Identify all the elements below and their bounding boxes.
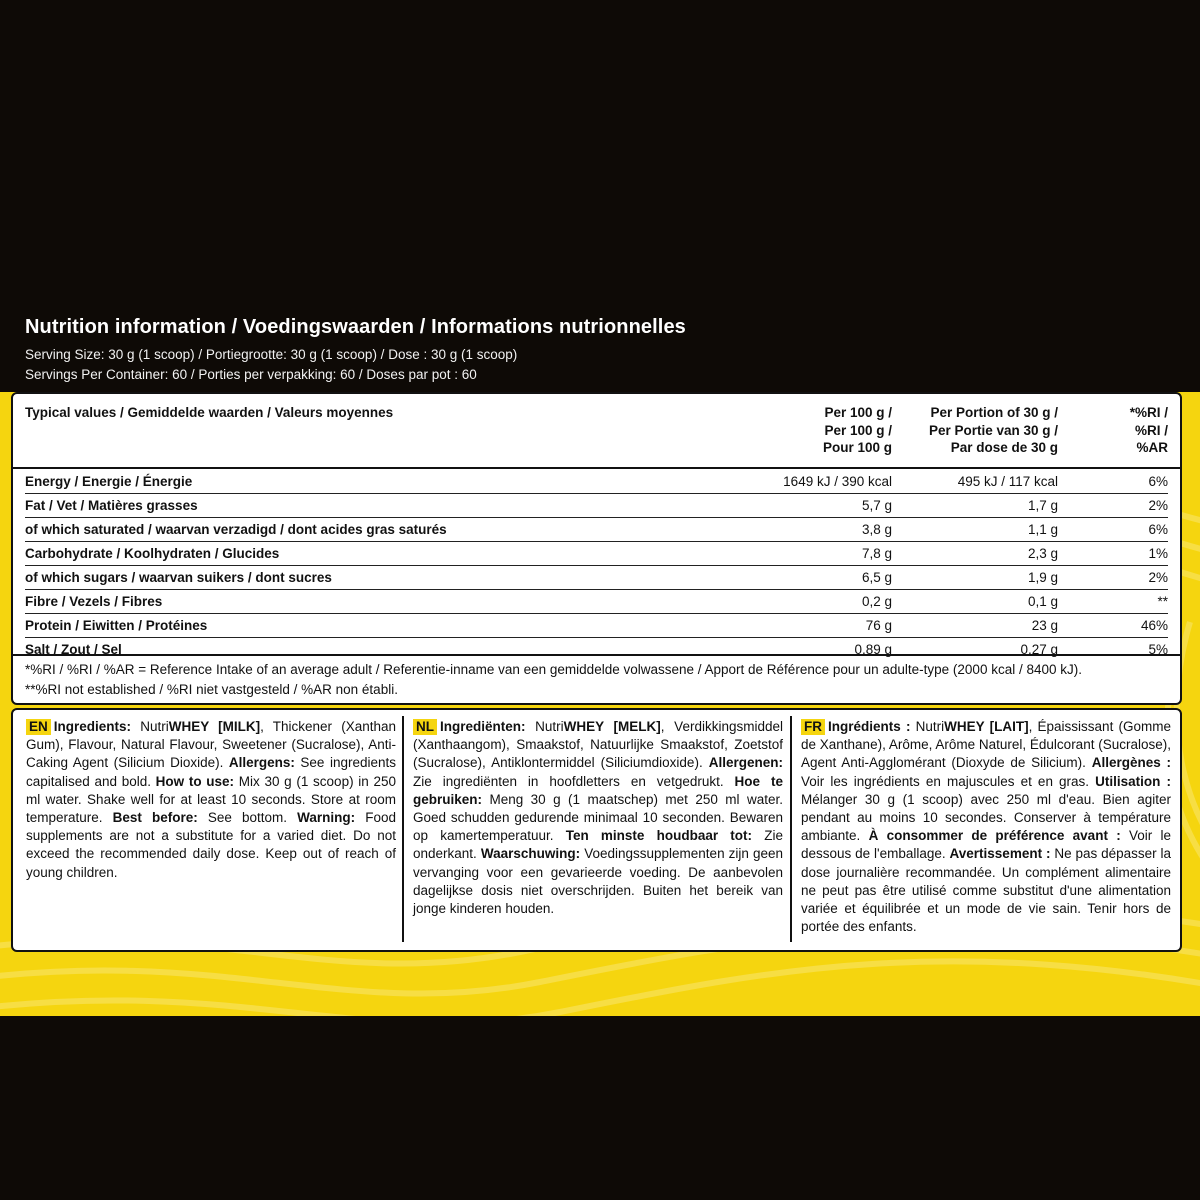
row-per100: 3,8 g xyxy=(861,522,892,537)
row-per100: 76 g xyxy=(865,618,892,633)
footnote-ri: *%RI / %RI / %AR = Reference Intake of an average adult / Referentie-inname van een gemiddelde volwassene / Apport de Référence pour un adulte-type (2000 kcal / 8400 kJ). xyxy=(25,662,1082,677)
row-ri: 46% xyxy=(1140,618,1168,633)
header-typical-values: Typical values / Gemiddelde waarden / Valeurs moyennes xyxy=(25,405,394,420)
row-per-portion: 495 kJ / 117 kcal xyxy=(957,474,1058,489)
ingredients-panel xyxy=(11,708,1182,952)
table-row xyxy=(25,470,1168,494)
table-row xyxy=(25,590,1168,614)
servings-per-container: Servings Per Container: 60 / Porties per verpakking: 60 / Doses par pot : 60 xyxy=(25,367,477,382)
row-per-portion: 23 g xyxy=(1031,618,1058,633)
row-label: Protein / Eiwitten / Protéines xyxy=(25,618,208,633)
row-ri: 6% xyxy=(1148,474,1168,489)
column-divider xyxy=(402,716,404,942)
row-per100: 7,8 g xyxy=(861,546,892,561)
row-per100: 0,89 g xyxy=(854,642,892,657)
row-per-portion: 1,9 g xyxy=(1027,570,1058,585)
row-label: Fat / Vet / Matières grasses xyxy=(25,498,198,513)
row-label: Carbohydrate / Koolhydraten / Glucides xyxy=(25,546,280,561)
language-tag-fr: FR xyxy=(801,719,825,735)
header-per-100g: Per 100 g / Per 100 g / Pour 100 g xyxy=(822,405,892,455)
row-per-portion: 1,7 g xyxy=(1027,498,1058,513)
row-label: Fibre / Vezels / Fibres xyxy=(25,594,163,609)
table-row xyxy=(25,518,1168,542)
row-ri: 1% xyxy=(1148,546,1168,561)
table-row xyxy=(25,542,1168,566)
row-ri: 5% xyxy=(1148,642,1168,657)
row-per100: 0,2 g xyxy=(861,594,892,609)
ingredients-fr: FR Ingrédients : NutriWHEY [LAIT], Épaississant (Gomme de Xanthane), Arôme, Arôme Naturel, Édulcorant (Sucralose), Agent Anti-Agglomérant (Dioxyde de Silicium). Allergènes : Voir les ingrédients en majuscules et en gras. Utilisation : Mélanger 30 g (1 scoop) avec 250 ml d'eau. Bien agiter pendant au moins 10 secondes. Conserver à température ambiante. À consommer de préférence avant : Voir le dessous de l'emballage. Avertissement : Ne pas dépasser la dose journalière recommandée. Un complément alimentaire ne peut pas être utilisé comme substitut d'une alimentation variée et équilibrée et un mode de vie sain. Tenir hors de portée des enfants. xyxy=(801,719,1172,935)
column-divider xyxy=(790,716,792,942)
row-per-portion: 1,1 g xyxy=(1027,522,1058,537)
row-per100: 1649 kJ / 390 kcal xyxy=(783,474,892,489)
footnote-not-established: **%RI not established / %RI niet vastgesteld / %AR non établi. xyxy=(25,682,398,697)
row-per-portion: 2,3 g xyxy=(1027,546,1058,561)
row-ri: 2% xyxy=(1148,498,1168,513)
row-ri: 6% xyxy=(1148,522,1168,537)
serving-size: Serving Size: 30 g (1 scoop) / Portiegrootte: 30 g (1 scoop) / Dose : 30 g (1 scoop) xyxy=(25,347,518,362)
row-per100: 5,7 g xyxy=(861,498,892,513)
ingredients-nl: NL Ingrediënten: NutriWHEY [MELK], Verdikkingsmiddel (Xanthaangom), Smaakstof, Natuurlijke Smaakstof, Zoetstof (Sucralose), Antiklontermiddel (Siliciumdioxide). Allergenen: Zie ingrediënten in hoofdletters en vetgedrukt. Hoe te gebruiken: Meng 30 g (1 maatschep) met 250 ml water. Goed schudden gedurende minimaal 10 seconden. Bewaren op kamertemperatuur. Ten minste houdbaar tot: Zie onderkant. Waarschuwing: Voedingssupplementen zijn geen vervanging voor een gevarieerde voeding. De aanbevolen dagelijkse dosis niet overschrijden. Buiten het bereik van jonge kinderen houden. xyxy=(413,719,784,917)
ingredients-en: EN Ingredients: NutriWHEY [MILK], Thickener (Xanthan Gum), Flavour, Natural Flavour, Sweetener (Sucralose), Anti-Caking Agent (Silicium Dioxide). Allergens: See ingredients capitalised and bold. How to use: Mix 30 g (1 scoop) in 250 ml water. Shake well for at least 10 seconds. Store at room temperature. Best before: See bottom. Warning: Food supplements are not a substitute for a varied diet. Do not exceed the recommended daily dose. Keep out of reach of young children. xyxy=(26,719,396,880)
nutrition-header xyxy=(25,316,686,385)
row-label: of which saturated / waarvan verzadigd / dont acides gras saturés xyxy=(25,522,447,537)
language-tag-nl: NL xyxy=(413,719,437,735)
page-title: Nutrition information / Voedingswaarden / Informations nutrionnelles xyxy=(25,316,686,338)
row-label: Salt / Zout / Sel xyxy=(25,642,122,657)
row-per100: 6,5 g xyxy=(861,570,892,585)
row-per-portion: 0,1 g xyxy=(1027,594,1058,609)
nutrition-table-panel xyxy=(11,392,1182,705)
header-per-portion: Per Portion of 30 g / Per Portie van 30 g / Par dose de 30 g xyxy=(928,405,1058,455)
header-ri: *%RI / %RI / %AR xyxy=(1129,405,1168,455)
row-label: of which sugars / waarvan suikers / dont sucres xyxy=(25,570,332,585)
row-ri: 2% xyxy=(1148,570,1168,585)
table-row xyxy=(25,566,1168,590)
table-row xyxy=(25,614,1168,638)
row-ri: ** xyxy=(1157,594,1168,609)
row-label: Energy / Energie / Énergie xyxy=(25,474,193,489)
nutrition-rows xyxy=(25,470,1168,661)
table-row xyxy=(25,494,1168,518)
table-header xyxy=(13,394,1180,469)
row-per-portion: 0,27 g xyxy=(1020,642,1058,657)
language-tag-en: EN xyxy=(26,719,51,735)
table-footnotes xyxy=(13,654,1180,700)
